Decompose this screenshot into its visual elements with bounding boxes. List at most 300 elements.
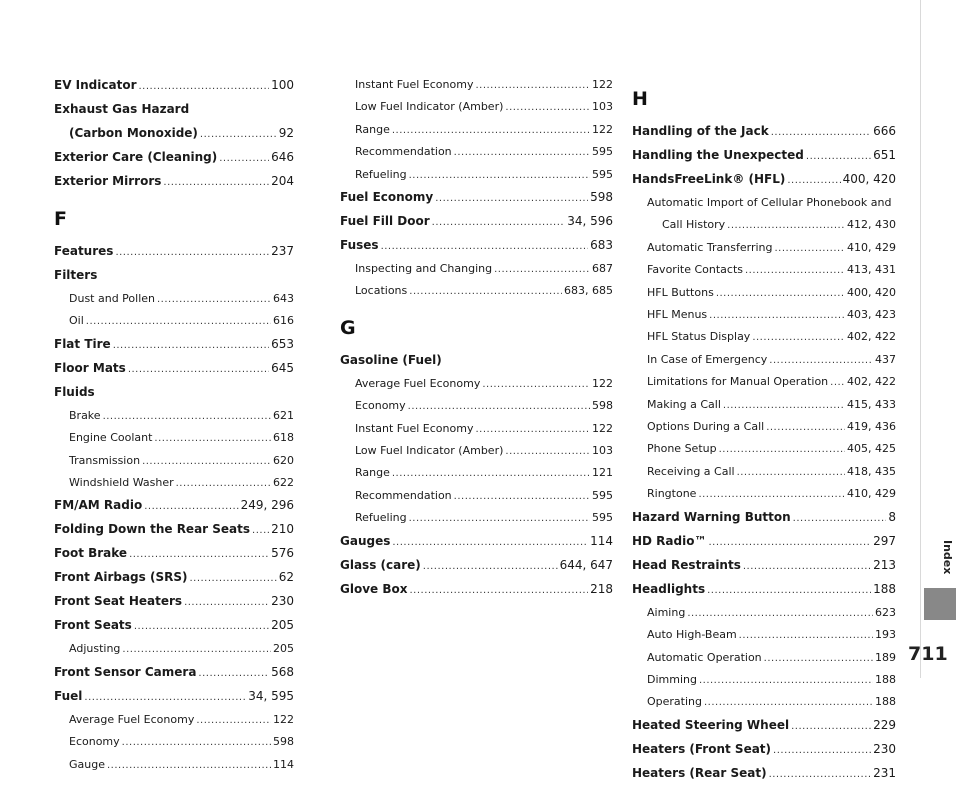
leader-dots <box>704 691 873 713</box>
entry-page: 114 <box>590 533 613 548</box>
entry-label: Economy <box>69 735 120 749</box>
index-entry[interactable] <box>54 122 294 146</box>
entry-page: 189 <box>875 650 896 664</box>
entry-label: Favorite Contacts <box>647 263 743 277</box>
entry-label: Operating <box>647 695 702 709</box>
index-entry[interactable] <box>632 554 896 578</box>
entry-label: Engine Coolant <box>69 431 153 445</box>
entry-label: Folding Down the Rear Seats <box>54 522 251 537</box>
entry-label: Dust and Pollen <box>69 292 155 305</box>
entry-page: 403, 423 <box>847 308 896 322</box>
leader-dots <box>409 280 562 302</box>
entry-label: Adjusting <box>69 642 121 656</box>
index-entry[interactable] <box>632 120 896 144</box>
index-subentry[interactable] <box>54 472 294 494</box>
index-subentry[interactable] <box>340 373 613 395</box>
index-entry[interactable] <box>340 554 613 578</box>
leader-dots <box>769 349 873 371</box>
entry-page: 218 <box>590 581 613 596</box>
entry-label: Brake <box>69 408 101 422</box>
index-entry[interactable] <box>632 762 896 786</box>
index-subentry[interactable] <box>632 326 896 348</box>
index-subentry[interactable] <box>340 74 613 96</box>
entry-label: Dimming <box>647 672 697 686</box>
leader-dots <box>408 395 590 417</box>
index-subentry[interactable] <box>632 691 896 713</box>
entry-page: 595 <box>592 167 613 181</box>
entry-label: Call History <box>662 218 726 232</box>
entry-label: HFL Status Display <box>647 330 751 344</box>
index-subentry[interactable] <box>632 214 896 236</box>
leader-dots <box>708 530 871 554</box>
entry-label: Fuel <box>54 688 83 703</box>
leader-dots <box>727 214 845 236</box>
entry-page: 121 <box>592 466 613 480</box>
leader-dots <box>793 506 887 530</box>
leader-dots <box>200 122 277 146</box>
entry-label: Aiming <box>647 605 686 619</box>
index-column-2 <box>340 74 613 602</box>
entry-page: 653 <box>271 336 294 351</box>
leader-dots <box>752 326 845 348</box>
entry-label: Gasoline (Fuel) <box>340 352 442 367</box>
entry-page: 595 <box>592 511 613 525</box>
entry-page: 598 <box>592 399 613 413</box>
entry-label: Fuel Economy <box>340 190 434 205</box>
leader-dots <box>771 120 871 144</box>
leader-dots <box>745 259 845 281</box>
index-entry[interactable] <box>54 542 294 566</box>
section-letter: F <box>54 208 67 230</box>
entry-page: 419, 436 <box>847 420 896 434</box>
entry-label: Glass (care) <box>340 557 421 572</box>
leader-dots <box>122 638 271 660</box>
leader-dots <box>494 258 590 280</box>
index-subentry[interactable] <box>340 462 613 484</box>
index-subentry[interactable] <box>54 638 294 660</box>
index-entry[interactable] <box>54 518 294 542</box>
entry-label: Front Seat Heaters <box>54 594 183 609</box>
entry-page: 100 <box>271 78 294 92</box>
leader-dots <box>698 483 845 505</box>
leader-dots <box>103 405 271 427</box>
leader-dots <box>138 74 269 98</box>
entry-label: Inspecting and Changing <box>355 262 493 276</box>
entry-label: Refueling <box>355 511 407 525</box>
index-subentry[interactable] <box>632 624 896 646</box>
entry-label: Glove Box <box>340 581 408 596</box>
leader-dots <box>475 74 590 96</box>
index-subentry[interactable] <box>632 237 896 259</box>
leader-dots <box>163 170 269 194</box>
index-entry[interactable] <box>54 146 294 170</box>
index-subentry[interactable] <box>632 394 896 416</box>
leader-dots <box>716 282 845 304</box>
index-subentry[interactable] <box>340 258 613 280</box>
entry-label: Fluids <box>54 384 95 399</box>
entry-label: Headlights <box>632 581 706 596</box>
entry-label: Foot Brake <box>54 546 128 561</box>
entry-page: 568 <box>271 664 294 679</box>
index-column-1 <box>54 74 294 776</box>
entry-page: 437 <box>875 352 896 366</box>
index-entry[interactable] <box>632 168 896 192</box>
index-subentry[interactable] <box>632 371 896 393</box>
entry-label: Exterior Care (Cleaning) <box>54 150 218 164</box>
index-subentry[interactable] <box>54 709 294 731</box>
entry-label: Average Fuel Economy <box>355 376 481 390</box>
entry-label: (Carbon Monoxide) <box>69 126 198 140</box>
leader-dots <box>764 647 873 669</box>
index-subentry[interactable] <box>54 731 294 753</box>
index-entry[interactable] <box>54 240 294 264</box>
entry-page: 616 <box>273 314 294 328</box>
entry-label: FM/AM Radio <box>54 498 143 513</box>
index-entry[interactable] <box>54 590 294 614</box>
index-subentry[interactable] <box>632 461 896 483</box>
leader-dots <box>392 530 588 554</box>
leader-dots <box>475 418 590 440</box>
entry-page: 402, 422 <box>847 330 896 344</box>
index-entry[interactable] <box>340 578 613 602</box>
entry-page: 204 <box>271 174 294 188</box>
index-subentry[interactable] <box>632 192 896 214</box>
leader-dots <box>769 762 872 786</box>
leader-dots <box>157 288 271 310</box>
leader-dots <box>252 518 269 542</box>
entry-page: 618 <box>273 431 294 445</box>
entry-page: 644, 647 <box>559 557 613 572</box>
index-column-3 <box>632 74 896 786</box>
entry-label: Features <box>54 244 114 258</box>
entry-label: Range <box>355 466 390 480</box>
entry-page: 103 <box>592 100 613 114</box>
index-entry[interactable] <box>340 530 613 554</box>
entry-label: Gauges <box>340 533 391 548</box>
entry-label: Handling the Unexpected <box>632 148 804 162</box>
entry-page: 666 <box>873 124 896 138</box>
index-entry[interactable] <box>340 210 613 234</box>
entry-label: Automatic Import of Cellular Phonebook and <box>647 196 892 209</box>
entry-page: 687 <box>592 262 613 276</box>
index-entry[interactable] <box>54 661 294 685</box>
entry-label: HFL Menus <box>647 308 708 322</box>
leader-dots <box>423 554 558 578</box>
leader-dots <box>505 96 590 118</box>
index-subentry[interactable] <box>54 754 294 776</box>
entry-page: 576 <box>271 546 294 561</box>
leader-dots <box>184 590 269 614</box>
entry-label: Exterior Mirrors <box>54 174 162 188</box>
index-entry[interactable] <box>632 506 896 530</box>
entry-label: Front Airbags (SRS) <box>54 570 188 585</box>
index-entry[interactable] <box>632 144 896 168</box>
index-entry[interactable] <box>54 333 294 357</box>
index-entry[interactable] <box>340 234 613 258</box>
leader-dots <box>409 578 588 602</box>
index-entry[interactable] <box>632 530 896 554</box>
entry-label: Oil <box>69 314 84 328</box>
entry-page: 122 <box>592 122 613 136</box>
entry-page: 620 <box>273 453 294 467</box>
entry-page: 34, 595 <box>248 688 294 703</box>
index-entry[interactable] <box>54 685 294 709</box>
index-entry[interactable] <box>54 98 294 122</box>
entry-page: 400, 420 <box>842 172 896 186</box>
entry-label: Low Fuel Indicator (Amber) <box>355 444 504 458</box>
index-subentry[interactable] <box>340 96 613 118</box>
entry-page: 595 <box>592 145 613 159</box>
leader-dots <box>113 333 269 357</box>
entry-page: 34, 596 <box>567 214 613 229</box>
index-entry[interactable] <box>54 264 294 288</box>
leader-dots <box>454 485 590 507</box>
entry-page: 205 <box>273 642 294 656</box>
index-entry[interactable] <box>54 381 294 405</box>
entry-label: Phone Setup <box>647 442 717 456</box>
index-subentry[interactable] <box>632 349 896 371</box>
leader-dots <box>773 738 871 762</box>
index-subentry[interactable] <box>632 416 896 438</box>
leader-dots <box>198 661 269 685</box>
entry-page: 188 <box>875 672 896 686</box>
leader-dots <box>791 714 871 738</box>
entry-page: 231 <box>873 765 896 780</box>
index-subentry[interactable] <box>632 647 896 669</box>
leader-dots <box>707 578 871 602</box>
leader-dots <box>86 310 271 332</box>
entry-page: 622 <box>273 476 294 490</box>
entry-label: Filters <box>54 268 98 282</box>
leader-dots <box>219 146 269 170</box>
entry-label: Locations <box>355 284 408 298</box>
leader-dots <box>482 373 590 395</box>
leader-dots <box>806 144 871 168</box>
index-entry[interactable] <box>54 566 294 590</box>
entry-label: Handling of the Jack <box>632 124 769 138</box>
entry-label: HandsFreeLink® (HFL) <box>632 172 786 186</box>
entry-label: Front Sensor Camera <box>54 664 197 679</box>
leader-dots <box>766 416 845 438</box>
entry-label: Floor Mats <box>54 360 126 375</box>
leader-dots <box>687 602 873 624</box>
entry-page: 122 <box>592 78 613 91</box>
entry-page: 213 <box>873 557 896 572</box>
entry-page: 62 <box>278 570 294 585</box>
entry-page: 188 <box>873 581 896 596</box>
index-subentry[interactable] <box>340 141 613 163</box>
leader-dots <box>189 566 276 590</box>
entry-page: 92 <box>278 126 294 140</box>
entry-label: Average Fuel Economy <box>69 712 195 726</box>
entry-page: 402, 422 <box>847 375 896 389</box>
leader-dots <box>129 542 269 566</box>
entry-page: 237 <box>271 244 294 258</box>
index-entry[interactable] <box>340 349 613 373</box>
entry-page: 418, 435 <box>847 464 896 478</box>
index-entry[interactable] <box>54 170 294 194</box>
leader-dots <box>392 462 590 484</box>
entry-label: Transmission <box>69 453 141 467</box>
leader-dots <box>128 357 269 381</box>
section-letter: H <box>632 88 648 110</box>
leader-dots <box>409 507 590 529</box>
leader-dots <box>737 461 845 483</box>
leader-dots <box>739 624 873 646</box>
leader-dots <box>505 440 590 462</box>
entry-label: Making a Call <box>647 397 721 411</box>
entry-page: 683, 685 <box>564 284 613 298</box>
entry-label: Refueling <box>355 167 407 181</box>
index-subentry[interactable] <box>340 164 613 186</box>
entry-label: Options During a Call <box>647 420 765 434</box>
entry-label: Exhaust Gas Hazard <box>54 102 190 116</box>
leader-dots <box>723 394 845 416</box>
entry-label: Range <box>355 122 390 136</box>
entry-label: Instant Fuel Economy <box>355 421 474 435</box>
entry-label: Fuel Fill Door <box>340 214 430 229</box>
leader-dots <box>122 731 271 753</box>
entry-page: 410, 429 <box>847 240 896 254</box>
leader-dots <box>454 141 590 163</box>
entry-page: 297 <box>873 533 896 548</box>
entry-label: Front Seats <box>54 618 132 633</box>
index-subentry[interactable] <box>632 483 896 505</box>
index-subentry[interactable] <box>632 259 896 281</box>
entry-label: Recommendation <box>355 145 452 159</box>
entry-label: Fuses <box>340 238 379 253</box>
entry-label: Auto High-Beam <box>647 628 737 642</box>
entry-page: 405, 425 <box>847 442 896 456</box>
index-entry[interactable] <box>54 494 294 518</box>
index-subentry[interactable] <box>340 119 613 141</box>
index-subentry[interactable] <box>54 288 294 310</box>
entry-page: 651 <box>873 148 896 162</box>
entry-label: Flat Tire <box>54 336 111 351</box>
index-subentry[interactable] <box>340 395 613 417</box>
leader-dots <box>154 427 271 449</box>
entry-page: 645 <box>271 360 294 375</box>
side-tab-marker <box>924 588 956 620</box>
entry-label: Ringtone <box>647 487 697 501</box>
entry-page: 188 <box>875 695 896 709</box>
entry-page: 410, 429 <box>847 487 896 501</box>
index-subentry[interactable] <box>54 450 294 472</box>
section-letter: G <box>340 316 356 339</box>
index-entry[interactable] <box>632 714 896 738</box>
entry-label: Heated Steering Wheel <box>632 717 790 732</box>
index-subentry[interactable] <box>340 280 613 302</box>
entry-page: 122 <box>592 376 613 390</box>
entry-label: Recommendation <box>355 488 452 502</box>
leader-dots <box>381 234 589 258</box>
index-subentry[interactable] <box>54 427 294 449</box>
entry-page: 193 <box>875 628 896 642</box>
entry-label: Automatic Transferring <box>647 240 773 254</box>
entry-page: 595 <box>592 488 613 502</box>
index-subentry[interactable] <box>632 602 896 624</box>
index-entry[interactable] <box>54 357 294 381</box>
leader-dots <box>115 240 269 264</box>
index-entry[interactable] <box>54 74 294 98</box>
entry-page: 643 <box>273 292 294 305</box>
entry-page: 114 <box>273 757 294 771</box>
entry-page: 230 <box>271 594 294 609</box>
entry-page: 646 <box>271 150 294 164</box>
entry-page: 412, 430 <box>847 218 896 232</box>
index-subentry[interactable] <box>632 438 896 460</box>
leader-dots <box>830 371 845 393</box>
index-entry[interactable] <box>340 186 613 210</box>
leader-dots <box>435 186 588 210</box>
leader-dots <box>84 685 246 709</box>
leader-dots <box>134 614 269 638</box>
entry-page: 598 <box>590 190 613 205</box>
entry-page: 230 <box>873 741 896 756</box>
side-tab <box>920 0 960 678</box>
index-subentry[interactable] <box>340 485 613 507</box>
entry-label: Head Restraints <box>632 557 741 572</box>
entry-label: Economy <box>355 399 406 413</box>
leader-dots <box>392 119 590 141</box>
index-subentry[interactable] <box>632 669 896 691</box>
entry-label: Receiving a Call <box>647 464 735 478</box>
leader-dots <box>107 754 271 776</box>
index-subentry[interactable] <box>632 282 896 304</box>
index-entry[interactable] <box>632 578 896 602</box>
entry-label: HD Radio™ <box>632 533 707 548</box>
leader-dots <box>432 210 566 234</box>
entry-label: Heaters (Front Seat) <box>632 741 772 756</box>
entry-page: 229 <box>873 717 896 732</box>
index-entry[interactable] <box>632 738 896 762</box>
entry-label: In Case of Emergency <box>647 352 768 366</box>
entry-label: Automatic Operation <box>647 650 762 664</box>
leader-dots <box>196 709 271 731</box>
leader-dots <box>719 438 845 460</box>
entry-page: 413, 431 <box>847 263 896 277</box>
index-subentry[interactable] <box>340 418 613 440</box>
entry-label: Windshield Washer <box>69 476 174 490</box>
index-subentry[interactable] <box>632 304 896 326</box>
leader-dots <box>787 168 840 192</box>
leader-dots <box>144 494 238 518</box>
leader-dots <box>709 304 845 326</box>
entry-page: 103 <box>592 444 613 458</box>
entry-label: Heaters (Rear Seat) <box>632 765 767 780</box>
entry-page: 122 <box>592 421 613 435</box>
index-subentry[interactable] <box>54 310 294 332</box>
entry-page: 598 <box>273 735 294 749</box>
entry-page: 400, 420 <box>847 285 896 299</box>
entry-page: 210 <box>271 522 294 537</box>
entry-label: EV Indicator <box>54 78 137 92</box>
index-subentry[interactable] <box>340 507 613 529</box>
side-tab-label: Index <box>941 540 954 575</box>
leader-dots <box>176 472 271 494</box>
entry-label: Low Fuel Indicator (Amber) <box>355 100 504 114</box>
entry-page: 249, 296 <box>240 498 294 513</box>
entry-label: Gauge <box>69 757 105 771</box>
index-subentry[interactable] <box>54 405 294 427</box>
index-subentry[interactable] <box>340 440 613 462</box>
entry-page: 623 <box>875 605 896 619</box>
leader-dots <box>409 164 590 186</box>
entry-label: HFL Buttons <box>647 285 714 299</box>
leader-dots <box>142 450 271 472</box>
index-entry[interactable] <box>54 614 294 638</box>
entry-page: 683 <box>590 238 613 253</box>
